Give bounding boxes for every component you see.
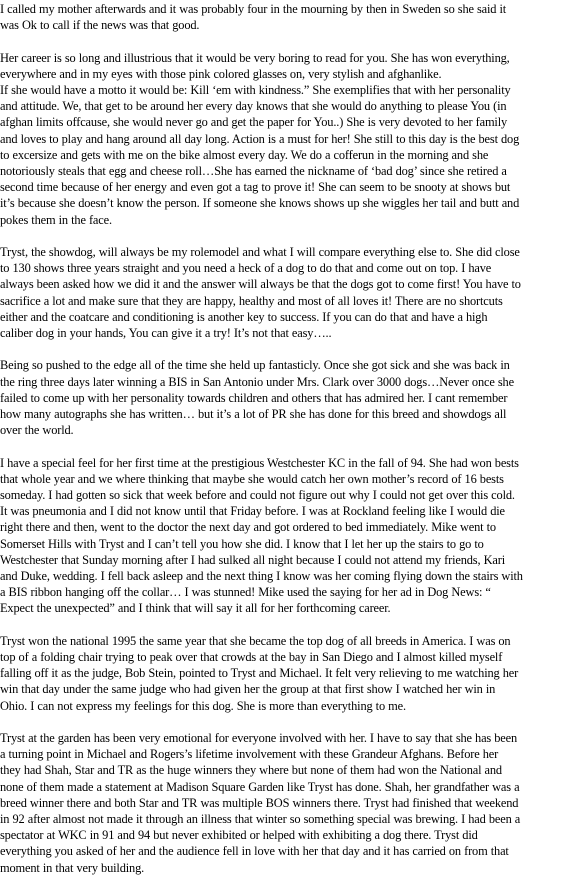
paragraph-showdog: Tryst, the showdog, will always be my rolemodel and what I will compare everything else to. She did close to 130 shows three years straight and you need a heck of a dog to do that and come out on top. I have always been asked how we did it and the answer will always be that the dogs got to come first! You have to sacrifice a lot and make sure that they are happy, healthy and most of all loves it! There are no shortcuts either and the coatcare and conditioning is another key to success. If you can do that and have a high caliber dog in your hands, You can give it a try! It’s not that easy….. [0, 245, 521, 341]
paragraph-motto: If she would have a motto it would be: Kill ‘em with kindness.” She exemplifies that with her personality and attitude. We, that get to be around her every day knows that she would do anything to please You (in afghan limits offcause, she would never go and get the paper for You..) She is very devoted to her family and loves to play and hang around all day long. Action is a must for her! She still to this day is the best dog to excersize and gets with me on the bike almost every day. We do a cofferun in the morning and she notoriously steals that egg and cheese roll…She has earned the nickname of ‘bad dog’ since she retired a second time because of her energy and even got a tag to prove it! She can seem to be snooty at shows but it’s because she doesn’t know the person. If someone she knows shows up she wiggles her tail and butt and pokes them in the face. [0, 83, 520, 227]
paragraph-westchester: I have a special feel for her first time at the prestigious Westchester KC in the fall of 94. She had won bests that whole year and we where thinking that maybe she would catch her own mother’s record of 16 bests someday. I had gotten so sick that week before and could not figure out why I could not get over this cold. It was pneumonia and I did not know until that Friday before. I was at Rockland feeling like I would die right there and then, went to the doctor the next day and got ordered to bed immediately. Mike went to Somerset Hills with Tryst and I can’t tell you how she did. I know that I let her up the stairs to go to Westchester that Sunday morning after I had sulked all night because I could not attend my friends, Kari and Duke, wedding. I fell back asleep and the next thing I know was her coming flying down the stairs with a BIS ribbon hanging off the collar… I was stunned! Mike used the saying for her ad in Dog News: “ Expect the unexpected” and I think that will say it all for her forthcoming career. [0, 455, 523, 616]
paragraph-phone-call: I called my mother afterwards and it was probably four in the mourning by then in Sweden so she said it was Ok to call if the news was that good. [0, 2, 507, 33]
paragraph-garden: Tryst at the garden has been very emotional for everyone involved with her. I have to say that she has been a turning point in Michael and Rogers’s lifetime involvement with these Grandeur Afghans. Before her they had Shah, Star and TR as the huge winners they where but none of them had won the National and none of them made a statement at Madison Square Garden like Tryst has done. Shah, her grandfather was a breed winner there and both Star and TR was multiple BOS winners there. Tryst had finished that weekend in 92 after almost not made it through an illness that winter so something special was brewing. I had been a spectator at WKC in 91 and 94 but never exhibited or helped with exhibiting a dog there. Tryst did everything you asked of her and the audience fell in love with her that day and it has carried on from that moment in that very building. [0, 731, 521, 875]
paragraph-national-1995: Tryst won the national 1995 the same year that she became the top dog of all breeds in America. I was on top of a folding chair trying to peak over that crowds at the bay in San Diego and I almost killed myself falling off it as the judge, Bob Stein, pointed to Tryst and Michael. It felt very relieving to me watching her win that day under the same judge who had given her the group at that first show I watched her win in Ohio. I can not express my feelings for this dog. She is more than everything to me. [0, 633, 519, 713]
paragraph-career: Her career is so long and illustrious that it would be very boring to read for you. She has won everything, everywhere and in my eyes with those pink colored glasses on, very stylish and afghanlike. [0, 50, 510, 81]
document-body [0, 1, 575, 892]
paragraph-pushed-to-edge: Being so pushed to the edge all of the time she held up fantasticly. Once she got sick and she was back in the ring three days later winning a BIS in San Antonio under Mrs. Clark over 3000 dogs…Never once she failed to come up with her personality towards children and others that has admired her. I cant remember how many autographs she has written… but it’s a lot of PR she has done for this breed and showdogs all over the world. [0, 358, 514, 438]
